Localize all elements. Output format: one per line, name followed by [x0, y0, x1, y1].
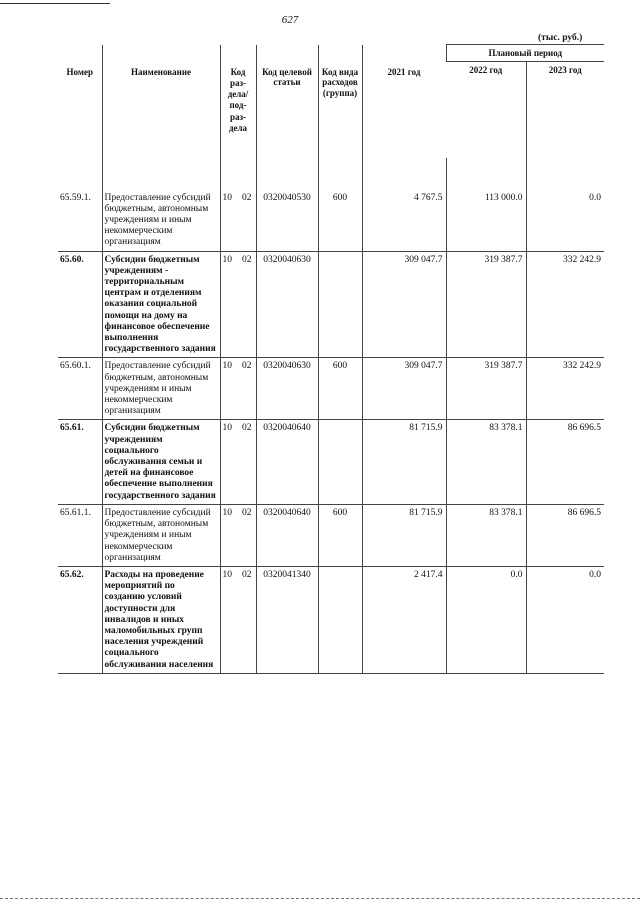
- table-row: [58, 566, 604, 673]
- row-section-code: [220, 566, 256, 673]
- row-amount-2021: 81 715.9: [362, 420, 446, 504]
- row-subsection: 02: [242, 361, 252, 372]
- header-target-code: Код целевой статьи: [256, 45, 318, 158]
- header-year-2022: 2022 год: [469, 64, 503, 75]
- row-subsection: 02: [242, 254, 252, 265]
- row-amount-2022: 319 387.7: [446, 251, 526, 358]
- row-subsection: 02: [242, 423, 252, 434]
- row-expense-code: [318, 566, 362, 673]
- header-plan-period: Плановый период: [446, 45, 604, 62]
- table-row: [58, 504, 604, 566]
- row-amount-2022: 319 387.7: [446, 358, 526, 420]
- row-number: 65.61.: [58, 420, 102, 504]
- row-amount-2023: 0.0: [526, 190, 604, 252]
- row-expense-code: 600: [318, 190, 362, 252]
- header-year-2021: 2021 год: [362, 45, 446, 158]
- row-section: 10: [222, 361, 232, 372]
- row-subsection: 02: [242, 507, 252, 518]
- row-name: Предоставление субсидий бюджетным, автономным учреждениям и иным некоммерческим организациям: [102, 358, 220, 420]
- row-section-code: [220, 420, 256, 504]
- row-section-code: [220, 190, 256, 252]
- row-amount-2021: 81 715.9: [362, 504, 446, 566]
- row-target-code: 0320040640: [256, 504, 318, 566]
- row-section-code: [220, 504, 256, 566]
- row-amount-2022: 83 378.1: [446, 420, 526, 504]
- row-amount-2023: 332 242.9: [526, 358, 604, 420]
- row-number: 65.59.1.: [58, 190, 102, 252]
- table-row: [58, 190, 604, 252]
- row-section: 10: [222, 192, 232, 203]
- row-amount-2023: 86 696.5: [526, 420, 604, 504]
- row-section: 10: [222, 423, 232, 434]
- row-amount-2022: 83 378.1: [446, 504, 526, 566]
- table-row: [58, 251, 604, 358]
- row-target-code: 0320040530: [256, 190, 318, 252]
- row-amount-2021: 4 767.5: [362, 190, 446, 252]
- row-expense-code: [318, 420, 362, 504]
- table-body: [58, 158, 604, 674]
- row-name: Предоставление субсидий бюджетным, автономным учреждениям и иным некоммерческим организациям: [102, 504, 220, 566]
- row-number: 65.62.: [58, 566, 102, 673]
- row-name: Субсидии бюджетным учреждениям социального обслуживания семьи и детей на финансовое обеспечение выполнения государственного задания: [102, 420, 220, 504]
- row-expense-code: 600: [318, 358, 362, 420]
- row-subsection: 02: [242, 569, 252, 580]
- row-number: 65.61.1.: [58, 504, 102, 566]
- row-subsection: 02: [242, 192, 252, 203]
- row-amount-2021: 309 047.7: [362, 251, 446, 358]
- row-section: 10: [222, 569, 232, 580]
- page-edge-line: [0, 3, 110, 4]
- row-target-code: 0320041340: [256, 566, 318, 673]
- row-amount-2023: 332 242.9: [526, 251, 604, 358]
- page-number: 627: [281, 14, 299, 26]
- row-section: 10: [222, 507, 232, 518]
- row-amount-2021: 309 047.7: [362, 358, 446, 420]
- row-amount-2023: 86 696.5: [526, 504, 604, 566]
- header-name: Наименование: [102, 45, 220, 158]
- row-expense-code: [318, 251, 362, 358]
- row-target-code: 0320040630: [256, 358, 318, 420]
- header-expense-code: Код вида расходов (группа): [318, 45, 362, 158]
- row-section-code: [220, 358, 256, 420]
- row-target-code: 0320040640: [256, 420, 318, 504]
- row-amount-2022: 0.0: [446, 566, 526, 673]
- row-section-code: [220, 251, 256, 358]
- row-target-code: 0320040630: [256, 251, 318, 358]
- table-row: [58, 358, 604, 420]
- row-name: Расходы на проведение мероприятий по созданию условий доступности для инвалидов и иных маломобильных групп населения учреждений социального обслуживания населения: [102, 566, 220, 673]
- row-section: 10: [222, 254, 232, 265]
- table-row: [58, 420, 604, 504]
- header-year-2023: 2023 год: [526, 61, 604, 158]
- header-number: Номер: [66, 66, 93, 77]
- row-amount-2022: 113 000.0: [446, 190, 526, 252]
- row-name: Предоставление субсидий бюджетным, автономным учреждениям и иным некоммерческим организациям: [102, 190, 220, 252]
- row-expense-code: 600: [318, 504, 362, 566]
- header-spacer-row: [58, 158, 604, 190]
- page-bottom-edge: [0, 898, 640, 903]
- unit-label: (тыс. руб.): [538, 33, 583, 43]
- header-section-code: Код раз- дела/ под- раз- дела: [220, 45, 256, 158]
- row-amount-2023: 0.0: [526, 566, 604, 673]
- row-number: 65.60.1.: [58, 358, 102, 420]
- budget-table: [58, 44, 604, 674]
- row-amount-2021: 2 417.4: [362, 566, 446, 673]
- row-name: Субсидии бюджетным учреждениям - территориальным центрам и отделениям оказания социальной помощи на дому на финансовое обеспечение выполнения государственного задания: [102, 251, 220, 358]
- row-number: 65.60.: [58, 251, 102, 358]
